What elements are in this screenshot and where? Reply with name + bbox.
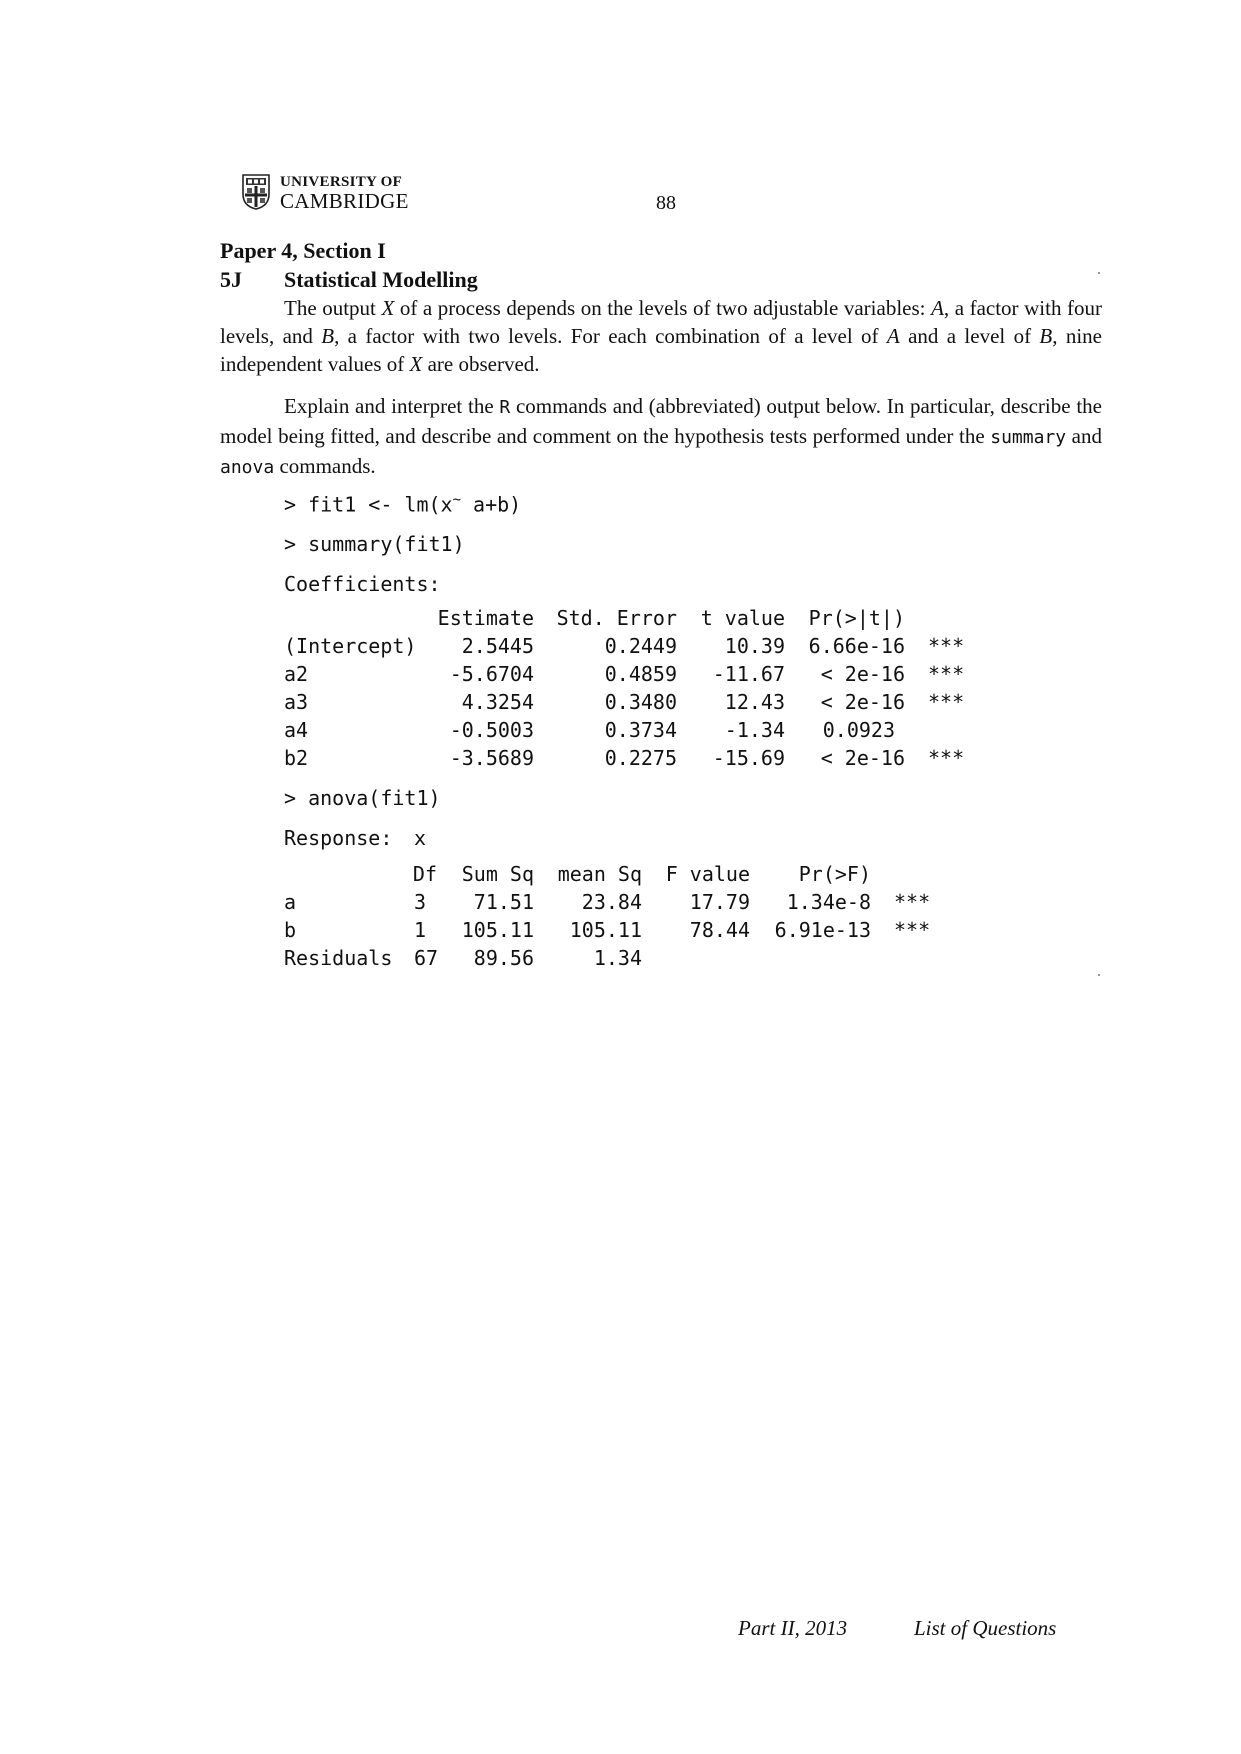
coef-header: Pr(>|t|): [808, 606, 905, 630]
coef-sig: ***: [928, 662, 965, 686]
anova-header: F value: [665, 862, 750, 886]
coef-header: Estimate: [437, 606, 534, 630]
coef-term: b2: [284, 746, 309, 770]
anova-f: 78.44: [689, 918, 750, 942]
cambridge-crest-icon: [242, 174, 270, 210]
scan-mark: [1098, 272, 1100, 274]
anova-term: a: [284, 890, 297, 914]
anova-header: Df: [412, 862, 437, 886]
scan-mark: [1098, 974, 1100, 976]
coef-estimate: -5.6704: [449, 662, 534, 686]
coef-p: < 2e-16: [820, 746, 905, 770]
question-paragraph-1: The output X of a process depends on the levels of two adjustable variables: A, a factor with four levels, and B, a factor with two levels. For each combination of a level of A and a level of B, nine independent values of X are observed.: [220, 296, 1102, 376]
paper-section-heading: Paper 4, Section I: [220, 238, 386, 263]
coef-term: a3: [284, 690, 309, 714]
anova-p: 6.91e-13: [774, 918, 871, 942]
coef-header: Std. Error: [556, 606, 677, 630]
anova-df: 67: [414, 946, 439, 970]
coef-term: a4: [284, 718, 309, 742]
coef-estimate: 2.5445: [461, 634, 534, 658]
footer-part: Part II, 2013: [738, 1616, 848, 1640]
anova-header: Sum Sq: [461, 862, 534, 886]
coefficients-heading: Coefficients:: [284, 572, 441, 596]
coef-p: < 2e-16: [820, 662, 905, 686]
anova-sig: ***: [894, 890, 931, 914]
coef-se: 0.2275: [604, 746, 677, 770]
coef-header: t value: [700, 606, 785, 630]
question-title: Statistical Modelling: [284, 267, 478, 292]
coef-term: a2: [284, 662, 309, 686]
coef-se: 0.3480: [604, 690, 677, 714]
anova-table: [0, 862, 1241, 982]
anova-ms: 23.84: [581, 890, 642, 914]
question-paragraph-2: Explain and interpret the R commands and (abbreviated) output below. In particular, describe the model being fitted, and describe and comment on the hypothesis tests performed under the summary and anova commands.: [220, 394, 1102, 478]
coef-t: 10.39: [724, 634, 785, 658]
anova-header: mean Sq: [557, 862, 642, 886]
university-logo: [242, 172, 442, 214]
coef-p: 0.0923: [822, 718, 895, 742]
anova-term: b: [284, 918, 297, 942]
coef-t: -15.69: [712, 746, 785, 770]
coef-estimate: -0.5003: [449, 718, 534, 742]
r-command-anova: > anova(fit1): [284, 786, 441, 810]
anova-df: 3: [414, 890, 427, 914]
coefficients-table: [0, 606, 1241, 776]
coef-se: 0.2449: [604, 634, 677, 658]
logo-line-1: UNIVERSITY OF: [280, 174, 403, 190]
coef-t: -1.34: [724, 718, 785, 742]
response-variable: x: [414, 826, 427, 850]
anova-df: 1: [414, 918, 427, 942]
coef-estimate: 4.3254: [461, 690, 534, 714]
response-label: Response:: [284, 826, 393, 850]
anova-f: 17.79: [689, 890, 750, 914]
question-number: 5J: [220, 267, 242, 292]
anova-ss: 105.11: [461, 918, 534, 942]
coef-se: 0.4859: [604, 662, 677, 686]
footer-list: List of Questions: [914, 1616, 1057, 1640]
anova-sig: ***: [894, 918, 931, 942]
anova-term: Residuals: [284, 946, 393, 970]
r-command-fit: > fit1 <- lm(x~ a+b): [284, 492, 522, 517]
coef-se: 0.3734: [604, 718, 677, 742]
page-number: 88: [656, 192, 676, 214]
anova-ss: 71.51: [473, 890, 534, 914]
anova-ms: 1.34: [593, 946, 642, 970]
coef-sig: ***: [928, 634, 965, 658]
coef-t: 12.43: [724, 690, 785, 714]
anova-header: Pr(>F): [798, 862, 871, 886]
coef-estimate: -3.5689: [449, 746, 534, 770]
anova-ss: 89.56: [473, 946, 534, 970]
coef-term: (Intercept): [284, 634, 417, 658]
anova-ms: 105.11: [569, 918, 642, 942]
r-command-summary: > summary(fit1): [284, 532, 465, 556]
coef-p: < 2e-16: [820, 690, 905, 714]
coef-sig: ***: [928, 690, 965, 714]
coef-t: -11.67: [712, 662, 785, 686]
coef-p: 6.66e-16: [808, 634, 905, 658]
logo-line-2: CAMBRIDGE: [280, 189, 409, 213]
coef-sig: ***: [928, 746, 965, 770]
anova-p: 1.34e-8: [786, 890, 871, 914]
